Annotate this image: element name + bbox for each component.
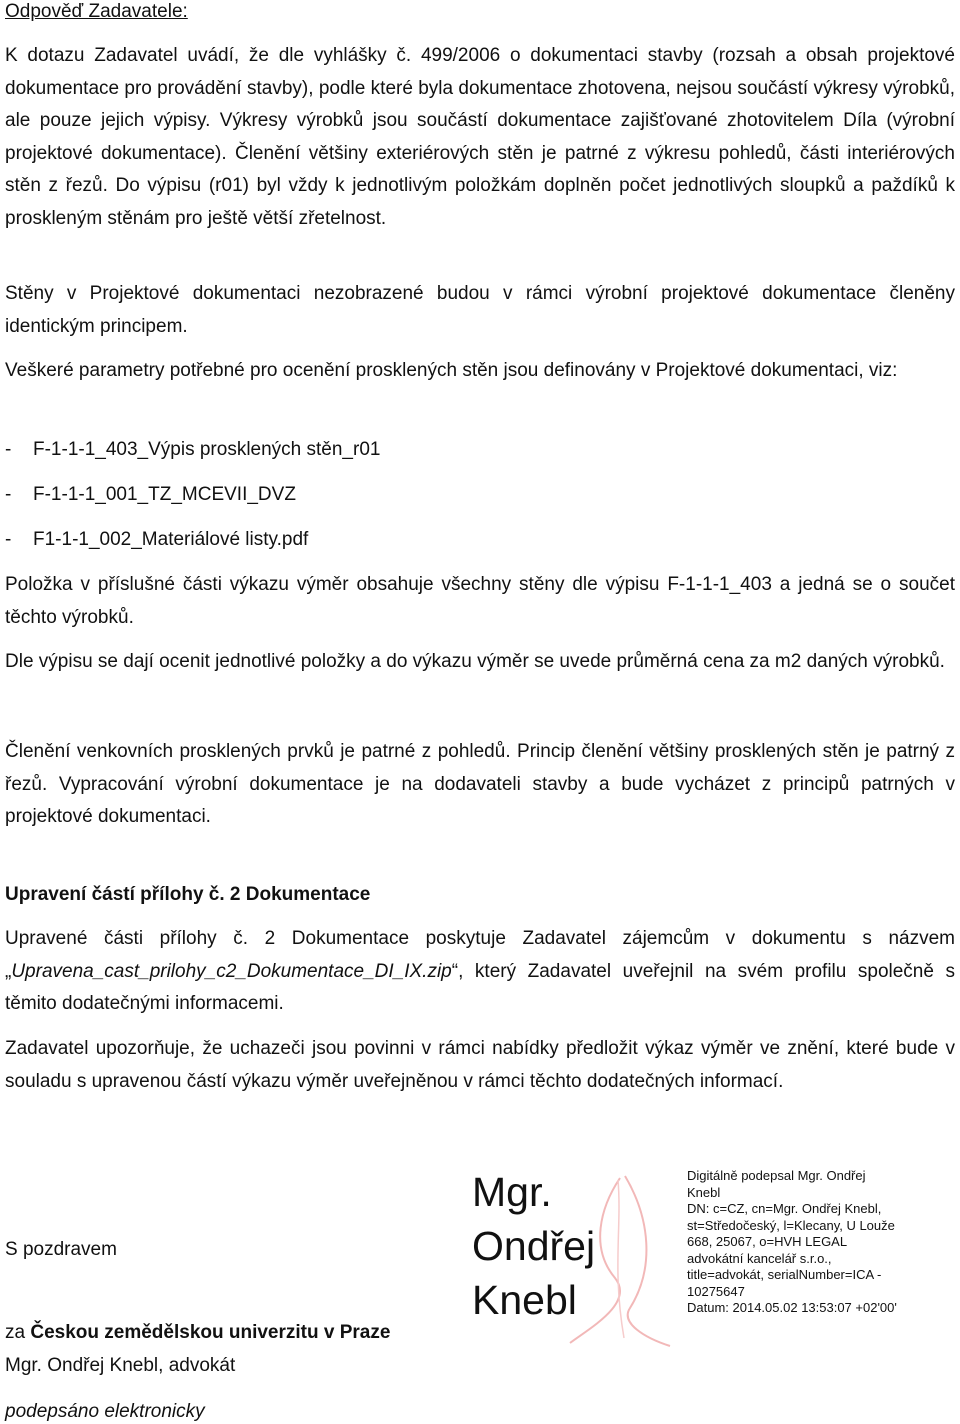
paragraph-7 bbox=[5, 923, 955, 1021]
list-dash: - bbox=[5, 529, 12, 550]
list-dash: - bbox=[5, 439, 12, 460]
signature-detail-line: Datum: 2014.05.02 13:53:07 +02'00' bbox=[687, 1300, 897, 1315]
signature-detail-line: title=advokát, serialNumber=ICA - bbox=[687, 1267, 882, 1282]
signature-detail-line: advokátní kancelář s.r.o., bbox=[687, 1250, 832, 1266]
signature-detail-line: Knebl bbox=[687, 1184, 721, 1200]
list-item bbox=[5, 528, 308, 552]
signature-detail-line: 10275647 bbox=[687, 1283, 745, 1299]
signature-details bbox=[687, 1168, 917, 1317]
list-item-text: F-1-1-1_001_TZ_MCEVII_DVZ bbox=[33, 484, 296, 505]
list-item bbox=[5, 483, 296, 507]
list-item-text: F1-1-1_002_Materiálové listy.pdf bbox=[33, 529, 309, 550]
paragraph-7-end: “, který Zadavatel uveřejnil na svém profilu společně s těmito dodatečnými informacemi. bbox=[5, 960, 955, 1014]
attachment-filename: Upravena_cast_prilohy_c2_Dokumentace_DI_IX.zip bbox=[11, 960, 452, 982]
signature-detail-line: Digitálně podepsal Mgr. Ondřej bbox=[687, 1168, 866, 1183]
signature-detail-line: 668, 25067, o=HVH LEGAL bbox=[687, 1234, 848, 1249]
signer-name: Mgr. Ondřej Knebl, advokát bbox=[5, 1355, 236, 1376]
answer-heading: Odpověď Zadavatele: bbox=[5, 1, 188, 22]
greeting: S pozdravem bbox=[5, 1239, 117, 1260]
signature-name-line: Mgr. bbox=[472, 1169, 552, 1215]
institution-name: Českou zemědělskou univerzitu v Praze bbox=[30, 1322, 391, 1343]
signed-electronically-note: podepsáno elektronicky bbox=[5, 1401, 205, 1422]
paragraph-3: Veškeré parametry potřebné pro ocenění prosklených stěn jsou definovány v Projektové dokumentaci, viz: bbox=[5, 360, 898, 381]
paragraph-4: Položka v příslušné části výkazu výměr obsahuje všechny stěny dle výpisu F-1-1-1_403 a jedná se o součet těchto výrobků. bbox=[5, 574, 955, 628]
list-item-text: F-1-1-1_403_Výpis prosklených stěn_r01 bbox=[33, 439, 381, 460]
signature-detail-line: st=Středočeský, l=Klecany, U Louže bbox=[687, 1217, 895, 1233]
signature-name bbox=[472, 1165, 595, 1327]
on-behalf-line bbox=[5, 1321, 390, 1345]
on-behalf-prefix: za bbox=[5, 1322, 31, 1343]
paragraph-5: Dle výpisu se dají ocenit jednotlivé položky a do výkazu výměr se uvede průměrná cena za m2 daných výrobků. bbox=[5, 651, 945, 672]
signature-name-line: Knebl bbox=[472, 1277, 577, 1323]
section-title: Upravení částí přílohy č. 2 Dokumentace bbox=[5, 884, 371, 905]
paragraph-2: Stěny v Projektové dokumentaci nezobrazené budou v rámci výrobní projektové dokumentace členěny identickým principem. bbox=[5, 283, 955, 337]
list-item bbox=[5, 438, 380, 462]
signature-name-line: Ondřej bbox=[472, 1223, 596, 1269]
paragraph-6: Členění venkovních prosklených prvků je patrné z pohledů. Princip členění většiny prosklených stěn je patrný z řezů. Vypracování výrobní dokumentace je na dodavateli stavby a bude vycházet z principů patrných v projektové dokumentaci. bbox=[5, 741, 955, 827]
paragraph-7-start: Upravené části přílohy č. 2 Dokumentace poskytuje Zadavatel zájemcům v dokumentu s názvem „ bbox=[5, 928, 955, 982]
paragraph-1: K dotazu Zadavatel uvádí, že dle vyhlášky č. 499/2006 o dokumentaci stavby (rozsah a obsah projektové dokumentace pro provádění stavby), podle které byla dokumentace zhotovena, nejsou součástí výkresy výrobků, ale pouze jejich výpisy. Výkresy výrobků jsou součástí dokumentace zajišťované zhotovitelem Díla (výrobní projektové dokumentace). Členění většiny exteriérových stěn je patrné z výkresu pohledů, části interiérových stěn z řezů. Do výpisu (r01) byl vždy k jednotlivým položkám doplněn počet jednotlivých sloupků a paždíků k proskleným stěnám pro ještě větší zřetelnost. bbox=[5, 45, 955, 229]
paragraph-8: Zadavatel upozorňuje, že uchazeči jsou povinni v rámci nabídky předložit výkaz výměr ve znění, které bude v souladu s upravenou částí výkazu výměr uveřejněnou v rámci těchto dodatečných informací. bbox=[5, 1038, 955, 1092]
signature-detail-line: DN: c=CZ, cn=Mgr. Ondřej Knebl, bbox=[687, 1201, 882, 1216]
list-dash: - bbox=[5, 484, 12, 505]
